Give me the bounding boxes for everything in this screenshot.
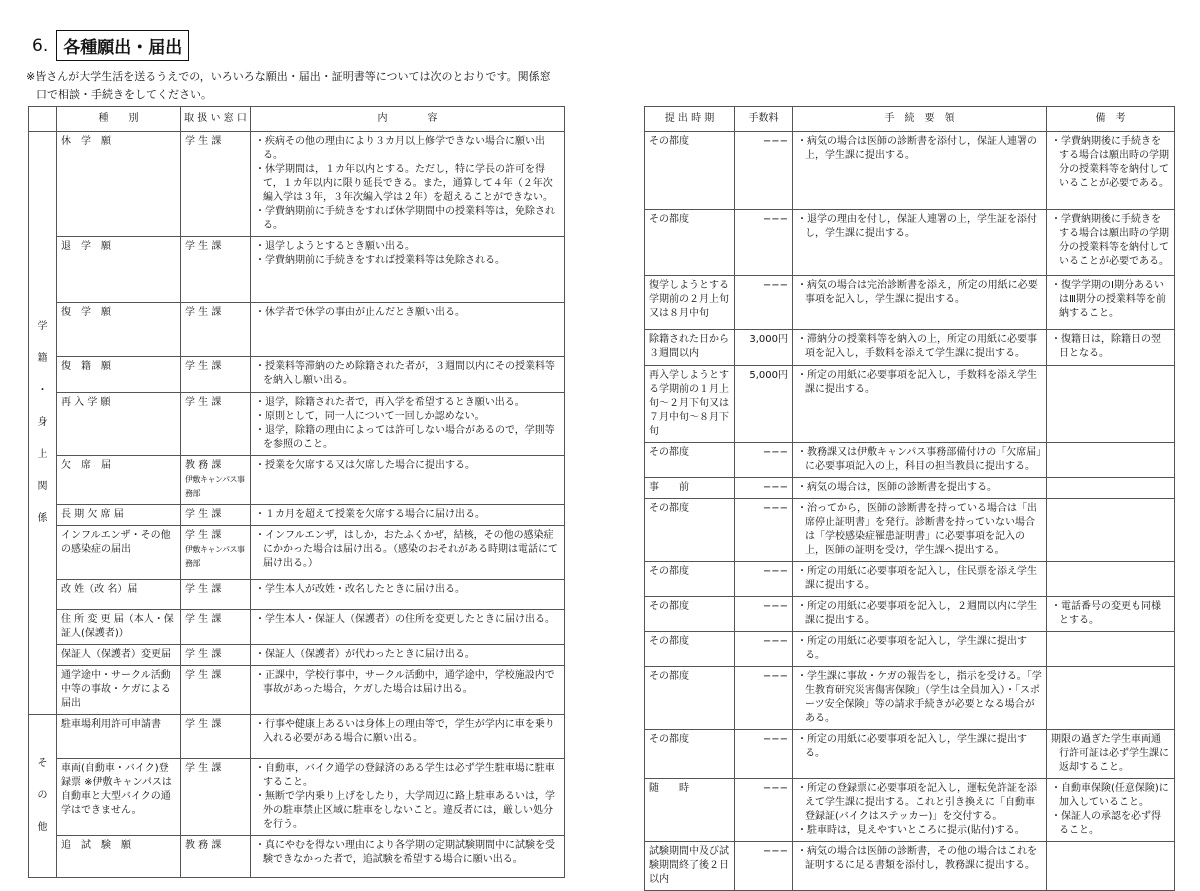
office-name: 学 生 課 [185,361,222,372]
category-char: 関 [37,481,48,492]
office-name: 学 生 課 [185,397,222,408]
bullet-item: ・病気の場合は医師の診断書を添付し，保証人連署の上，学生課に提出する。 [797,136,1037,161]
content-cell [251,237,565,303]
timing-cell: 除籍された日から３週間以内 [645,330,735,366]
bullet-list [1051,213,1170,269]
remarks-cell [1047,330,1175,366]
kind-cell: 通学途中・サークル活動中等の事故・ケガによる届出 [57,666,181,715]
office-cell [181,666,251,715]
fee-cell: 3,000円 [735,330,793,366]
office-sub: 伊敷キャンパス事務部 [185,475,245,498]
kind-cell: 車両(自動車・バイク)登録票 ※伊敷キャンパスは自動車と大型バイクの通学はできません。 [57,759,181,836]
kind-cell: 欠 席 届 [57,456,181,505]
procedure-cell [793,730,1047,779]
header-remarks: 備 考 [1047,107,1175,132]
category-char: 籍 [37,353,48,364]
timing-cell: 再入学しようとする学期前の１月上旬〜２月下旬又は７月中旬〜８月下旬 [645,366,735,443]
intro-line: ※皆さんが大学生活を送るうえでの，いろいろな願出・届出・証明書等については次のとおりです。関係窓 [26,70,551,83]
bullet-item: ・所定の用紙に必要事項を記入し，住民票を添え学生課に提出する。 [797,566,1037,591]
table-row [645,499,1175,562]
office-name: 学 生 課 [185,584,222,595]
table-row [29,580,565,610]
fee-cell: −−− [735,443,793,478]
office-cell [181,505,251,526]
procedure-cell [793,366,1047,443]
table-row [645,632,1175,667]
bullet-item: ・退学の理由を付し，保証人連署の上，学生証を添付し，学生課に提出する。 [797,214,1037,239]
table-row [645,276,1175,330]
bullet-list [797,333,1042,361]
bullet-list [1051,600,1170,628]
bullet-item: ・退学，除籍された者で，再入学を希望するとき願い出る。 [255,397,525,408]
office-cell [181,526,251,580]
kind-cell: 駐車場利用許可申請書 [57,715,181,759]
bullet-item: ・学費納期後に手続きをする場合は願出時の学期分の授業料等を納付していることが必要である。 [1051,136,1169,189]
category-char: ・ [37,385,48,396]
fee-cell: −−− [735,499,793,562]
section-title [32,30,189,61]
bullet-list [797,369,1042,397]
remarks-cell [1047,132,1175,210]
remarks-cell [1047,779,1175,842]
bullet-list [797,845,1042,873]
fee-cell: −−− [735,478,793,499]
bullet-item: ・無断で学内乗り上げをしたり，大学周辺に路上駐車あるいは，学外の駐車禁止区域に駐車をしないこと。違反者には，厳しい処分を行う。 [255,791,555,830]
bullet-item: ・電話番号の変更も同様とする。 [1051,601,1161,626]
content-cell [251,505,565,526]
bullet-list [255,583,560,597]
remarks-cell [1047,210,1175,276]
table-row [29,237,565,303]
fee-cell: −−− [735,276,793,330]
bullet-item: ・休学者で休学の事由が止んだとき願い出る。 [255,307,465,318]
applications-table-right [644,106,1175,891]
timing-cell: その都度 [645,597,735,632]
bullet-item: ・学生本人・保証人（保護者）の住所を変更したときに届け出る。 [255,614,555,625]
timing-cell: 試験期間中及び試験期間終了後２日以内 [645,842,735,891]
remarks-cell [1047,730,1175,779]
procedure-cell [793,667,1047,730]
fee-cell: 5,000円 [735,366,793,443]
procedure-cell [793,632,1047,667]
remarks-cell [1047,443,1175,478]
bullet-list [797,279,1042,307]
bullet-item: ・滞納分の授業料等を納入の上，所定の用紙に必要事項を記入し，手数料を添えて学生課に提出する。 [797,334,1037,359]
timing-cell: その都度 [645,210,735,276]
office-cell [181,580,251,610]
fee-cell: −−− [735,562,793,597]
header-procedure: 手 続 要 領 [793,107,1047,132]
bullet-item: ・授業料等滞納のため除籍された者が，３週間以内にその授業料等を納入し願い出る。 [255,361,555,386]
bullet-item: ・保証人の承認を必ず得ること。 [1051,811,1161,836]
bullet-list [797,502,1042,558]
remarks-cell [1047,366,1175,443]
bullet-item: ・保証人（保護者）が代わったときに届け出る。 [255,649,475,660]
office-name: 教 務 課 [185,840,222,851]
table-row [29,303,565,357]
office-cell [181,132,251,237]
bullet-item: ・退学，除籍の理由によっては許可しない場合があるので，学則等を参照のこと。 [255,425,555,450]
fee-cell: −−− [735,779,793,842]
procedure-cell [793,597,1047,632]
remarks-cell [1047,597,1175,632]
bullet-list [1051,279,1170,321]
timing-cell: 復学しようとする学期前の２月上旬又は８月中旬 [645,276,735,330]
category-char: 身 [37,417,48,428]
bullet-item: 期限の過ぎた学生車両通行許可証は必ず学生課に返却すること。 [1051,734,1169,773]
remarks-cell [1047,562,1175,597]
table-row [29,715,565,759]
table-row [29,357,565,393]
timing-cell: 随 時 [645,779,735,842]
bullet-list [255,508,560,522]
procedure-cell [793,443,1047,478]
table-row [645,366,1175,443]
office-name: 学 生 課 [185,530,222,541]
bullet-list [797,135,1042,163]
bullet-list [797,446,1042,474]
timing-cell: その都度 [645,132,735,210]
remarks-cell [1047,478,1175,499]
office-cell [181,456,251,505]
office-sub: 伊敷キャンパス事務部 [185,545,245,568]
table-row [645,842,1175,891]
remarks-cell [1047,842,1175,891]
bullet-item: ・原則として，同一人について一回しか認めない。 [255,411,485,422]
procedure-cell [793,210,1047,276]
timing-cell: その都度 [645,632,735,667]
office-name: 学 生 課 [185,670,222,681]
table-row [29,666,565,715]
bullet-item: ・病気の場合は，医師の診断書を提出する。 [797,482,997,493]
bullet-list [1051,782,1170,838]
category-char: 係 [37,513,48,524]
bullet-list [255,360,560,388]
table-row [645,779,1175,842]
applications-table-left [28,106,565,878]
kind-cell: 休 学 願 [57,132,181,237]
kind-cell: 再 入 学 願 [57,393,181,456]
table-row [29,505,565,526]
bullet-list [255,135,560,233]
office-cell [181,759,251,836]
content-cell [251,666,565,715]
procedure-cell [793,330,1047,366]
header-kind: 種 別 [57,107,181,132]
kind-cell: 追 試 験 願 [57,836,181,878]
bullet-list [255,529,560,571]
category-char: そ [37,758,48,769]
bullet-item: ・所定の用紙に必要事項を記入し，学生課に提出する。 [797,636,1027,661]
header-fee: 手数料 [735,107,793,132]
bullet-list [797,600,1042,628]
bullet-item: ・学費納期前に手続きをすれば授業料等は免除される。 [255,255,505,266]
kind-cell: 復 籍 願 [57,357,181,393]
fee-cell: −−− [735,632,793,667]
bullet-item: ・復籍日は，除籍日の翌日となる。 [1051,334,1161,359]
bullet-item: ・真にやむを得ない理由により各学期の定期試験期間中に試験を受験できなかった者で，追試験を希望する場合に願い出る。 [255,840,555,865]
content-cell [251,393,565,456]
fee-cell: −−− [735,667,793,730]
bullet-list [797,782,1042,838]
bullet-list [797,670,1042,726]
remarks-cell [1047,667,1175,730]
bullet-item: ・学費納期後に手続きをする場合は願出時の学期分の授業料等を納付していることが必要である。 [1051,214,1169,267]
bullet-list [255,669,560,697]
bullet-item: ・学生本人が改姓・改名したときに届け出る。 [255,584,465,595]
bullet-list [797,481,1042,495]
office-cell [181,715,251,759]
bullet-list [255,240,560,268]
procedure-cell [793,842,1047,891]
table-row [29,132,565,237]
bullet-item: ・疾病その他の理由により３カ月以上修学できない場合に願い出る。 [255,136,545,161]
bullet-item: ・所定の用紙に必要事項を記入し，学生課に提出する。 [797,734,1027,759]
table-row [29,456,565,505]
bullet-list [255,306,560,320]
category-char: 上 [37,449,48,460]
fee-cell: −−− [735,842,793,891]
bullet-item: ・自動車，バイク通学の登録済のある学生は必ず学生駐車場に駐車すること。 [255,763,555,788]
bullet-item: ・所定の用紙に必要事項を記入し，２週間以内に学生課に提出する。 [797,601,1037,626]
bullet-item: ・休学期間は，１カ年以内とする。ただし，特に学長の許可を得て，１カ年以内に限り延長できる。また，通算して４年（２年次編入学は３年，３年次編入学は２年）を超えることができない。 [255,164,553,203]
content-cell [251,580,565,610]
category-char: 他 [37,822,48,833]
section-heading: 各種願出・届出 [56,30,189,61]
header-office: 取 扱 い 窓 口 [181,107,251,132]
bullet-list [1051,333,1170,361]
table-row [645,210,1175,276]
remarks-cell [1047,276,1175,330]
category-cell [29,132,57,715]
table-row [645,478,1175,499]
kind-cell: 住 所 変 更 届（本人・保証人(保護者)） [57,610,181,645]
office-cell [181,303,251,357]
content-cell [251,357,565,393]
content-cell [251,836,565,878]
office-name: 学 生 課 [185,307,222,318]
fee-cell: −−− [735,597,793,632]
bullet-list [255,762,560,832]
office-name: 学 生 課 [185,136,222,147]
category-char: 学 [37,321,48,332]
procedure-cell [793,562,1047,597]
content-cell [251,132,565,237]
header-blank [29,107,57,132]
bullet-list [797,565,1042,593]
bullet-item: ・退学しようとするとき願い出る。 [255,241,415,252]
bullet-list [797,635,1042,663]
bullet-list [255,718,560,746]
bullet-item: ・インフルエンザ，はしか，おたふくかぜ，結核，その他の感染症にかかった場合は届け出る。（感染のおそれがある時期は電話にて届け出る。） [255,530,558,569]
fee-cell: −−− [735,210,793,276]
office-cell [181,237,251,303]
content-cell [251,303,565,357]
office-name: 学 生 課 [185,763,222,774]
fee-cell: −−− [735,730,793,779]
timing-cell: 事 前 [645,478,735,499]
bullet-item: ・行事や健康上あるいは身体上の理由等で，学生が学内に車を乗り入れる必要がある場合に願い出る。 [255,719,555,744]
office-name: 学 生 課 [185,509,222,520]
bullet-item: ・学生課に事故・ケガの報告をし，指示を受ける。「学生教育研究災害傷害保険」（学生は全員加入）・「スポーツ安全保険」等の請求手続きが必要となる場合がある。 [797,671,1042,724]
bullet-item: ・所定の登録票に必要事項を記入し，運転免許証を添えて学生課に提出する。これと引き換えに「自動車登録証(バイクはステッカー)」を交付する。 [797,783,1037,822]
kind-cell: 長 期 欠 席 届 [57,505,181,526]
office-name: 学 生 課 [185,649,222,660]
kind-cell: 保証人（保護者）変更届 [57,645,181,666]
bullet-list [255,459,560,473]
header-content: 内 容 [251,107,565,132]
office-name: 教 務 課 [185,460,222,471]
table-row [29,526,565,580]
bullet-list [1051,135,1170,191]
bullet-item: ・学費納期前に手続きをすれば休学期間中の授業料等は，免除される。 [255,206,555,231]
table-row [645,330,1175,366]
content-cell [251,759,565,836]
category-char: の [37,790,48,801]
office-cell [181,357,251,393]
kind-cell: 改 姓（改 名）届 [57,580,181,610]
kind-cell: 退 学 願 [57,237,181,303]
content-cell [251,645,565,666]
bullet-item: ・病気の場合は医師の診断書，その他の場合はこれを証明するに足る書類を添付し，教務課に提出する。 [797,846,1037,871]
table-row [29,836,565,878]
procedure-cell [793,276,1047,330]
bullet-item: ・教務課又は伊敷キャンパス事務部備付けの「欠席届」に必要事項記入の上，科目の担当教員に提出する。 [797,447,1042,472]
bullet-item: ・所定の用紙に必要事項を記入し，手数料を添え学生課に提出する。 [797,370,1037,395]
remarks-cell [1047,499,1175,562]
bullet-list [797,213,1042,241]
timing-cell: その都度 [645,667,735,730]
procedure-cell [793,478,1047,499]
bullet-list [255,396,560,452]
category-cell [29,715,57,878]
bullet-item: ・駐車時は，見えやすいところに提示(貼付)する。 [797,825,1025,836]
bullet-item: ・正課中，学校行事中，サークル活動中，通学途中，学校施設内で事故があった場合，ケガした場合は届け出る。 [255,670,555,695]
table-row [645,562,1175,597]
table-row [645,132,1175,210]
kind-cell: 復 学 願 [57,303,181,357]
section-number: 6. [32,35,49,56]
bullet-list [797,733,1042,761]
timing-cell: その都度 [645,499,735,562]
table-row [29,393,565,456]
bullet-list [1051,733,1170,775]
table-row [645,597,1175,632]
office-name: 学 生 課 [185,719,222,730]
bullet-item: ・自動車保険(任意保険)に加入していること。 [1051,783,1169,808]
fee-cell: −−− [735,132,793,210]
table-row [29,645,565,666]
procedure-cell [793,779,1047,842]
bullet-item: ・授業を欠席する又は欠席した場合に提出する。 [255,460,475,471]
table-row [645,667,1175,730]
bullet-list [255,648,560,662]
table-row [645,730,1175,779]
office-cell [181,645,251,666]
intro-note [26,68,586,104]
bullet-item: ・１カ月を超えて授業を欠席する場合に届け出る。 [255,509,485,520]
office-name: 学 生 課 [185,614,222,625]
timing-cell: その都度 [645,730,735,779]
bullet-item: ・治ってから，医師の診断書を持っている場合は「出席停止証明書」を発行。診断書を持っていない場合は「学校感染症罹患証明書」に必要事項を記入の上，医師の証明を受け，学生課へ提出する。 [797,503,1037,556]
remarks-cell [1047,632,1175,667]
bullet-list [255,613,560,627]
intro-line: 口で相談・手続きをしてください。 [36,88,212,101]
content-cell [251,715,565,759]
office-cell [181,610,251,645]
procedure-cell [793,499,1047,562]
office-name: 学 生 課 [185,241,222,252]
bullet-item: ・復学学期のⅠ期分あるいはⅢ期分の授業料等を前納すること。 [1051,280,1166,319]
content-cell [251,610,565,645]
header-timing: 提 出 時 期 [645,107,735,132]
table-row [29,759,565,836]
timing-cell: その都度 [645,562,735,597]
content-cell [251,526,565,580]
bullet-item: ・病気の場合は完治診断書を添え，所定の用紙に必要事項を記入し，学生課に提出する。 [797,280,1038,305]
office-cell [181,836,251,878]
table-row [645,443,1175,478]
kind-cell: インフルエンザ・その他の感染症の届出 [57,526,181,580]
timing-cell: その都度 [645,443,735,478]
procedure-cell [793,132,1047,210]
content-cell [251,456,565,505]
bullet-list [255,839,560,867]
office-cell [181,393,251,456]
table-row [29,610,565,645]
